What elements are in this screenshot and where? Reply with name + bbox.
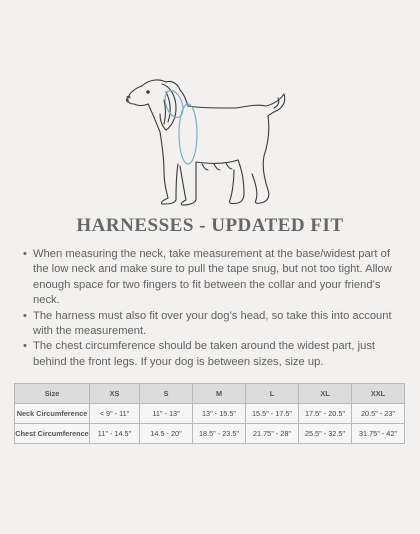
instruction-chest: • The chest circumference should be taken around the widest part, just behind the front legs. If your dog is between sizes, size up.	[23, 339, 403, 370]
table-cell: < 9" - 11"	[90, 404, 140, 424]
header-m: M	[193, 384, 246, 404]
page-title: HARNESSES - UPDATED FIT	[76, 215, 344, 236]
header-size: Size	[15, 384, 90, 404]
table-cell: 31.75" - 42"	[352, 424, 405, 444]
measurement-instructions	[23, 247, 403, 370]
header-xs: XS	[90, 384, 140, 404]
table-cell: 21.75" - 28"	[246, 424, 299, 444]
row-label: Neck Circumference	[15, 404, 90, 424]
table-cell: 17.5" - 20.5"	[299, 404, 352, 424]
table-cell: 11" - 14.5"	[90, 424, 140, 444]
header-xl: XL	[299, 384, 352, 404]
table-cell: 15.5" - 17.5"	[246, 404, 299, 424]
table-header-row	[15, 384, 405, 404]
instruction-neck: • When measuring the neck, take measurement at the base/widest part of the low neck and make sure to pull the tape snug, but not too tight. Allow enough space for two fingers to fit between the collar and your friend’s neck.	[23, 247, 403, 309]
size-chart-table	[14, 383, 405, 444]
header-l: L	[246, 384, 299, 404]
table-row-neck	[15, 404, 405, 424]
table-cell: 18.5" - 23.5"	[193, 424, 246, 444]
header-s: S	[140, 384, 193, 404]
dog-outline-illustration	[118, 70, 298, 210]
table-cell: 14.5 - 20"	[140, 424, 193, 444]
header-xxl: XXL	[352, 384, 405, 404]
table-row-chest	[15, 424, 405, 444]
instruction-head: • The harness must also fit over your dog’s head, so take this into account with the measurement.	[23, 309, 403, 340]
row-label: Chest Circumference	[15, 424, 90, 444]
table-cell: 11" - 13"	[140, 404, 193, 424]
table-cell: 13" - 15.5"	[193, 404, 246, 424]
table-cell: 20.5" - 23"	[352, 404, 405, 424]
table-cell: 25.5" - 32.5"	[299, 424, 352, 444]
